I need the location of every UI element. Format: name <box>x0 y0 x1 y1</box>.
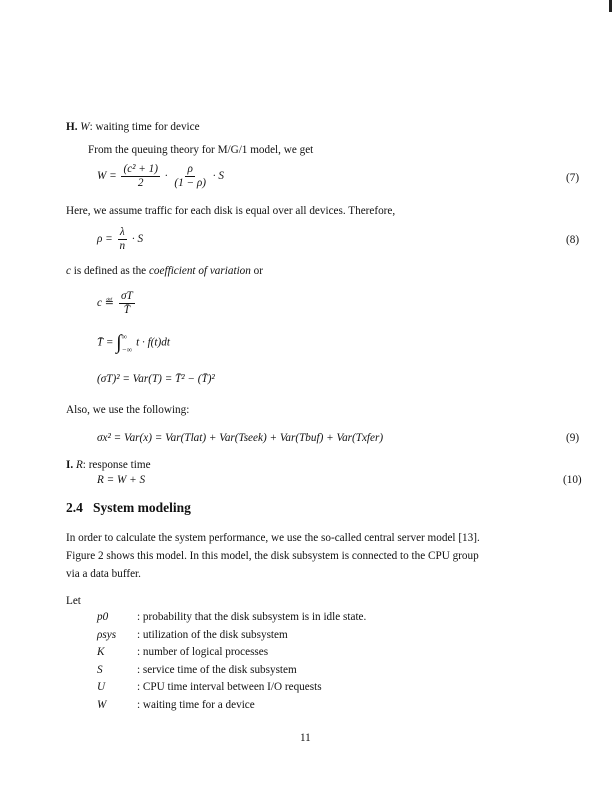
cdef-em: coefficient of variation <box>148 265 251 277</box>
equation-9: σx² = Var(x) = Var(Tlat) + Var(Tseek) + Var(Tbuf) + Var(Txfer) <box>97 432 384 444</box>
def-symbol: S <box>97 664 103 676</box>
eq8-number: (8) <box>566 234 580 246</box>
eq7-f1-num: (c² + 1) <box>123 163 158 175</box>
heading-title: System modeling <box>93 500 191 515</box>
section-text: : waiting time for device <box>89 121 200 133</box>
eqc-num: σT <box>120 290 133 302</box>
cdef-mid: is defined as the <box>70 265 149 277</box>
eq8-lhs: ρ = <box>97 233 113 246</box>
def-symbol: U <box>97 681 106 693</box>
def-desc: : CPU time interval between I/O requests <box>137 681 322 693</box>
eq7-f2-den: (1 − ρ) <box>174 177 206 189</box>
definition-item <box>97 611 366 623</box>
integral-sign: ∫ <box>116 331 122 354</box>
definition-item <box>97 664 297 676</box>
lower-limit: −∞ <box>121 345 133 354</box>
eq7-fraction-1 <box>121 163 160 190</box>
integral-limits <box>122 330 132 356</box>
eqt-body: t · f(t)dt <box>136 336 170 349</box>
eqc-def-op: ≝ <box>104 297 115 310</box>
paragraph-line: Figure 2 shows this model. In this model, the disk subsystem is connected to the CPU group <box>66 550 479 562</box>
paragraph-line: In order to calculate the system performance, we use the so-called central server model [13]. <box>66 532 480 544</box>
def-desc: : utilization of the disk subsystem <box>137 629 288 641</box>
eq7-number: (7) <box>566 172 580 184</box>
eqc-fraction <box>119 290 135 317</box>
eq7-tail: · S <box>212 170 224 183</box>
eq8-num: λ <box>119 226 125 238</box>
eqc-den: T̄ <box>123 304 130 316</box>
def-desc: : number of logical processes <box>137 646 269 658</box>
def-desc: : waiting time for a device <box>137 699 255 711</box>
heading-number: 2.4 <box>66 500 83 515</box>
def-symbol: W <box>97 699 107 711</box>
eq8-fraction <box>118 226 128 253</box>
def-symbol: p0 <box>97 611 109 623</box>
def-desc: : probability that the disk subsystem is in idle state. <box>137 611 367 623</box>
section-label: I. <box>66 459 74 471</box>
eq10-number: (10) <box>563 474 582 486</box>
definition-item <box>97 629 288 641</box>
equation-7 <box>97 163 224 190</box>
eq7-f2-num: ρ <box>187 163 193 175</box>
eq9-number: (9) <box>566 432 580 444</box>
section-text: : response time <box>82 459 151 471</box>
equation-10: R = W + S <box>97 474 146 486</box>
eqc-lhs: c <box>97 297 102 310</box>
definition-item <box>97 699 255 711</box>
also-text: Also, we use the following: <box>66 404 190 416</box>
intro-text: From the queuing theory for M/G/1 model, we get <box>88 144 314 156</box>
section-var: W <box>80 121 90 133</box>
let-text: Let <box>66 595 81 607</box>
def-desc: : service time of the disk subsystem <box>137 664 297 676</box>
eq7-lhs: W = <box>97 170 117 183</box>
section-label: H. <box>66 121 78 133</box>
equation-c <box>97 290 137 317</box>
eqt-lhs: T̄ = <box>97 336 114 349</box>
assume-text: Here, we assume traffic for each disk is equal over all devices. Therefore, <box>66 205 396 217</box>
paragraph-line: via a data buffer. <box>66 568 141 580</box>
section-heading <box>66 500 191 516</box>
cdef-text <box>66 265 263 277</box>
section-h-heading <box>66 121 200 133</box>
equation-8 <box>97 226 143 253</box>
page-number: 11 <box>300 732 311 744</box>
cdef-var: c <box>66 265 71 277</box>
def-symbol: ρsys <box>97 629 117 641</box>
def-symbol: K <box>97 646 105 658</box>
upper-limit: ∞ <box>121 332 128 341</box>
section-i-heading <box>66 459 151 471</box>
cdef-post: or <box>250 265 263 277</box>
equation-tbar <box>97 330 170 356</box>
eq8-den: n <box>119 240 126 252</box>
eq7-dot: · <box>164 170 168 183</box>
eq7-f1-den: 2 <box>137 177 144 189</box>
equation-sigma: (σT)² = Var(T) = T̄² − (T̄)² <box>97 373 215 385</box>
section-var: R <box>75 459 83 471</box>
eq8-tail: · S <box>131 233 144 246</box>
definition-item <box>97 646 268 658</box>
definition-item <box>97 681 322 693</box>
eq7-fraction-2 <box>172 163 208 190</box>
